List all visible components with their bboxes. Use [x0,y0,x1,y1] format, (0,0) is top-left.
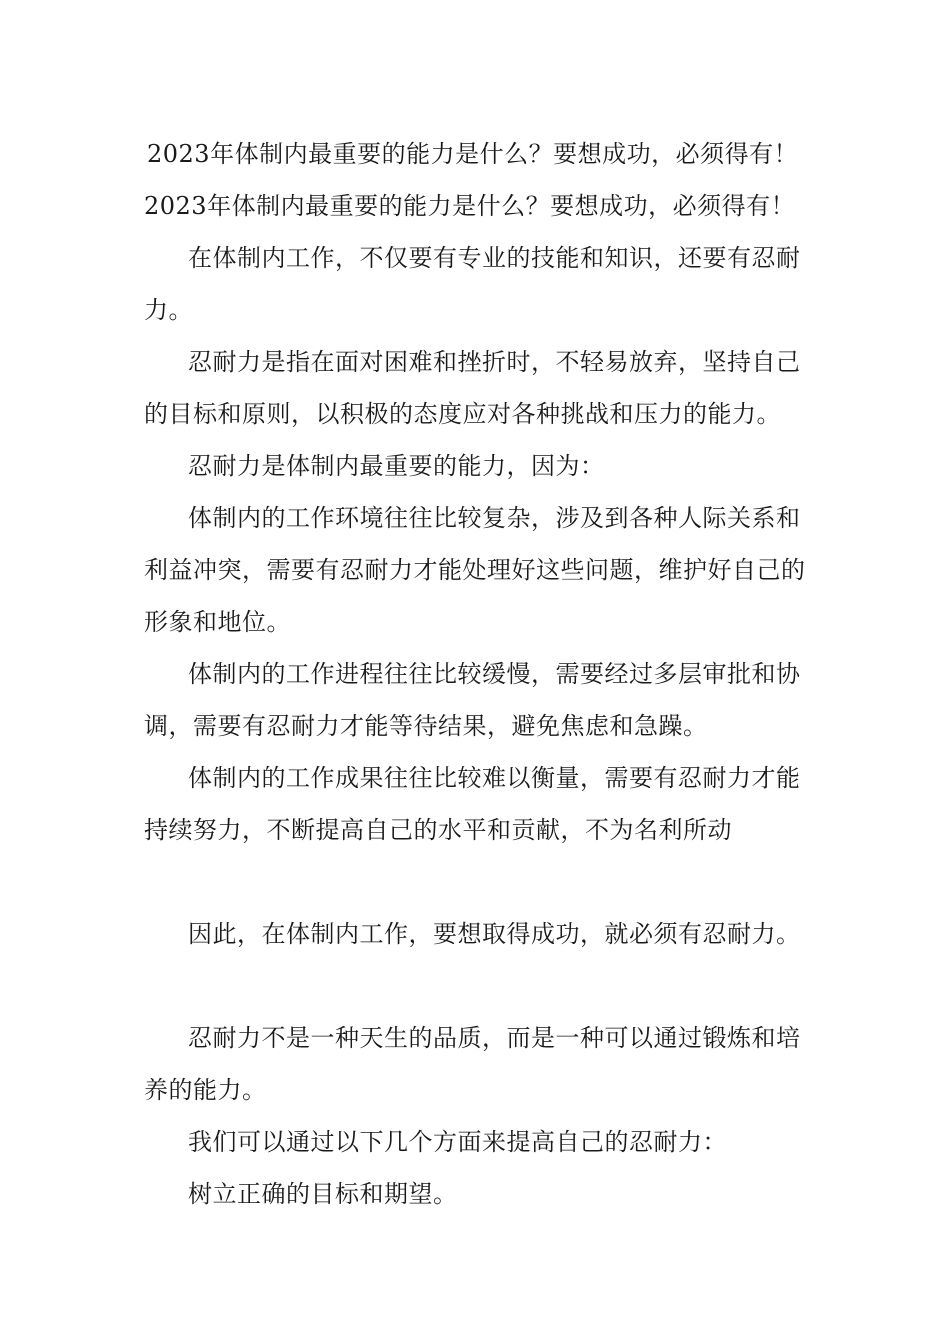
paragraph-spacer [144,960,812,1012]
paragraph: 忍耐力不是一种天生的品质，而是一种可以通过锻炼和培养的能力。 [144,1024,801,1104]
paragraph: 体制内的工作成果往往比较难以衡量，需要有忍耐力才能持续努力，不断提高自己的水平和贡献，不为名利所动 [144,764,801,844]
document-title: 2023年体制内最重要的能力是什么？要想成功，必须得有！ [147,140,799,168]
paragraph: 在体制内工作，不仅要有专业的技能和知识，还要有忍耐力。 [144,244,801,324]
paragraph: 忍耐力是指在面对困难和挫折时，不轻易放弃，坚持自己的目标和原则，以积极的态度应对各种挑战和压力的能力。 [144,348,801,428]
paragraph-spacer [144,856,812,908]
paragraph: 树立正确的目标和期望。 [188,1180,458,1208]
paragraph: 忍耐力是体制内最重要的能力，因为： [188,452,605,480]
document-title-repeat: 2023年体制内最重要的能力是什么？要想成功，必须得有！ [144,192,796,220]
document-body [144,128,812,1220]
paragraph: 体制内的工作环境往往比较复杂，涉及到各种人际关系和利益冲突，需要有忍耐力才能处理好这些问题，维护好自己的形象和地位。 [144,504,806,636]
paragraph: 体制内的工作进程往往比较缓慢，需要经过多层审批和协调，需要有忍耐力才能等待结果，避免焦虑和急躁。 [144,660,801,740]
paragraph: 因此，在体制内工作，要想取得成功，就必须有忍耐力。 [188,920,801,948]
paragraph: 我们可以通过以下几个方面来提高自己的忍耐力： [188,1128,727,1156]
